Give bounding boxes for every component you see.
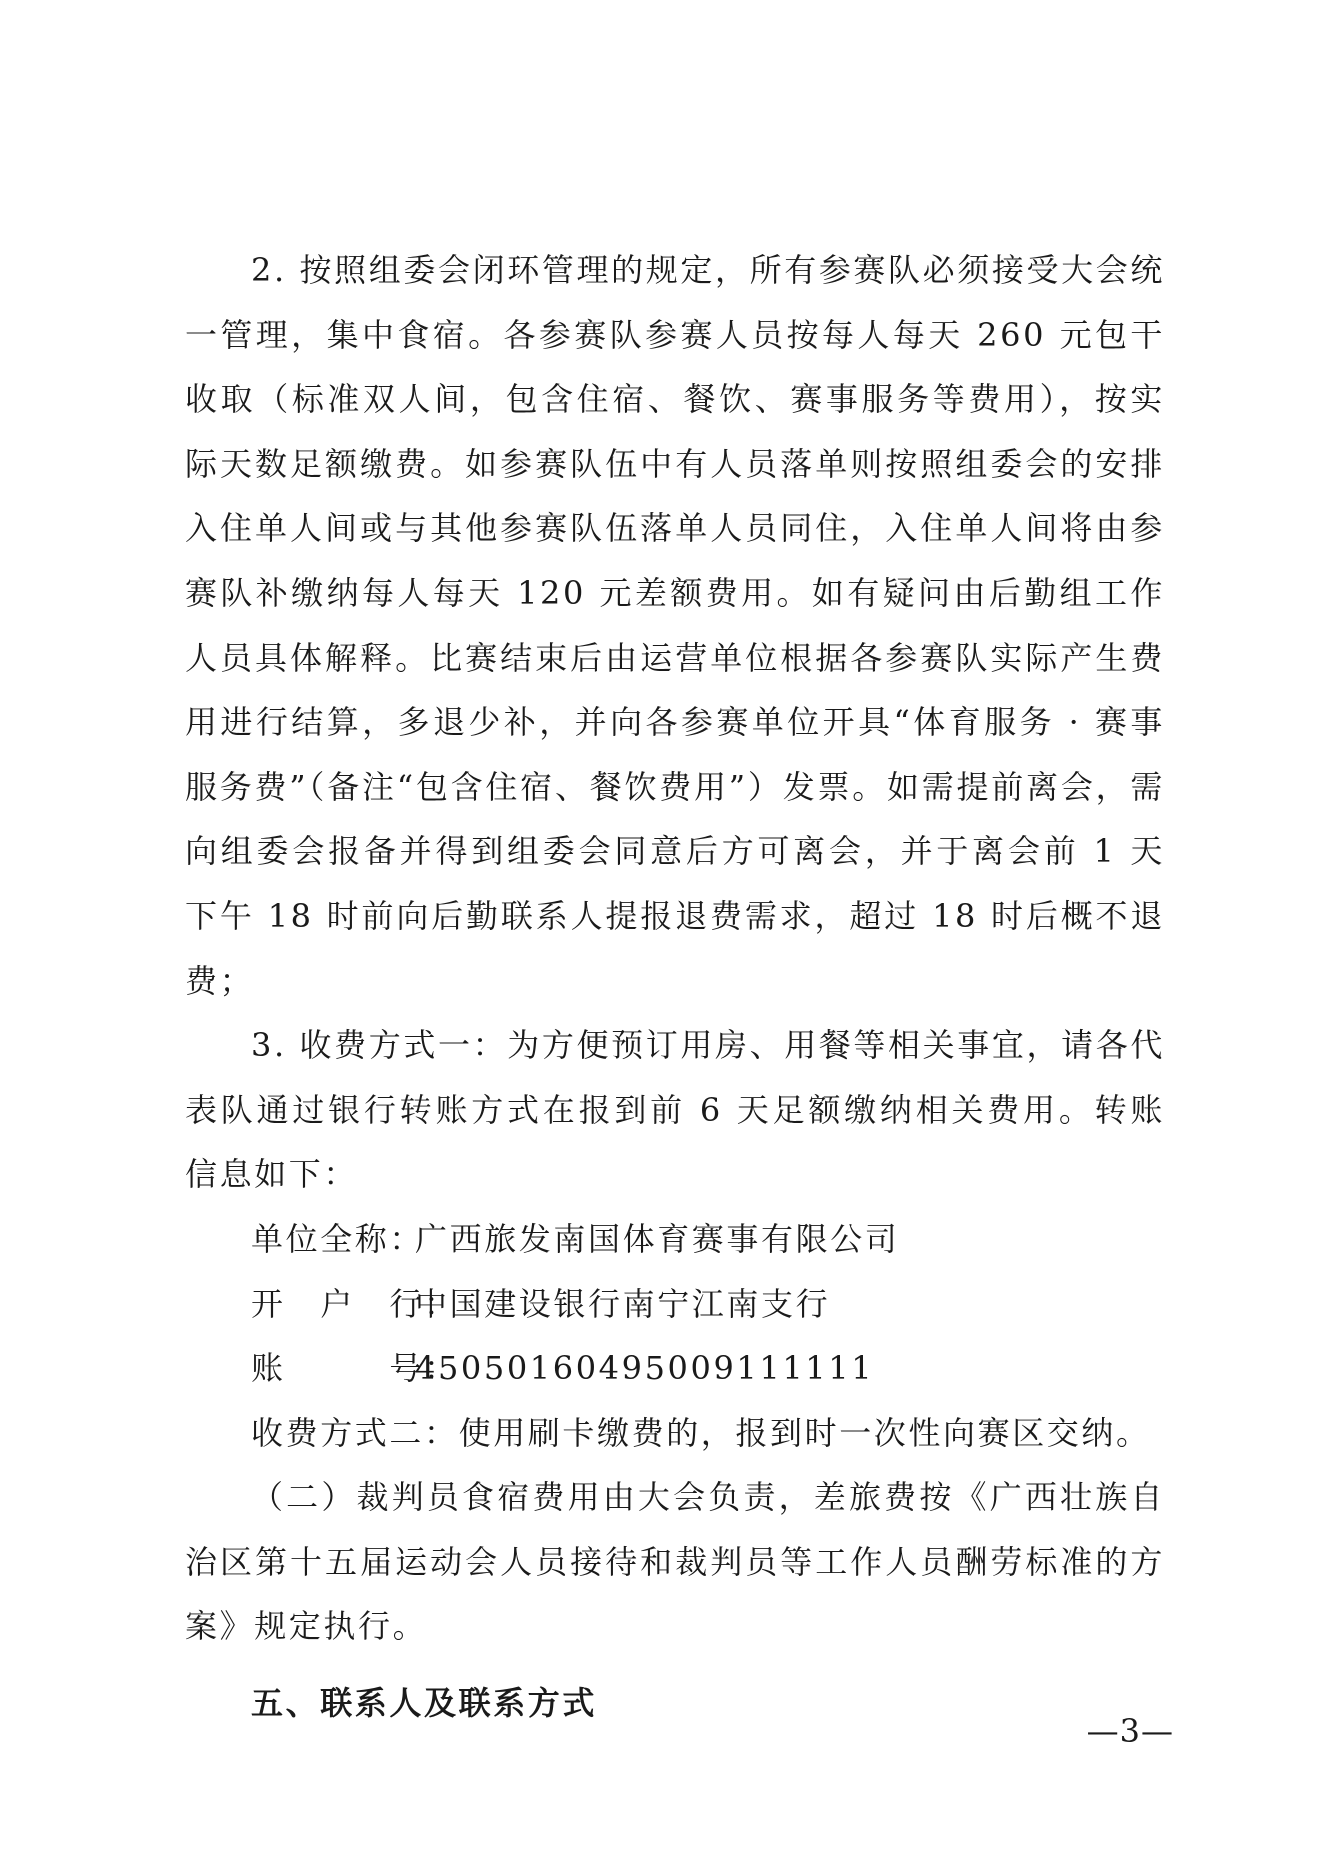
bank-info-company-row [185, 1207, 1165, 1272]
paragraph-referee-expenses: （二）裁判员食宿费用由大会负责，差旅费按《广西壮族自治区第十五届运动会人员接待和裁判员等工作人员酬劳标准的方案》规定执行。 [185, 1478, 1165, 1646]
company-value: 广西旅发南国体育赛事有限公司 [415, 1219, 900, 1258]
bank-value: 中国建设银行南宁江南支行 [415, 1284, 831, 1323]
paragraph-accommodation-rules: 2. 按照组委会闭环管理的规定，所有参赛队必须接受大会统一管理，集中食宿。各参赛队参赛人员按每人每天 260 元包干收取（标准双人间，包含住宿、餐饮、赛事服务等费用），按实际天数足额缴费。如参赛队伍中有人员落单则按照组委会的安排入住单人间或与其他参赛队伍落单人员同住，入住单人间将由参赛队补缴纳每人每天 120 元差额费用。如有疑问由后勤组工作人员具体解释。比赛结束后由运营单位根据各参赛队实际产生费用进行结算，多退少补，并向各参赛单位开具“体育服务 · 赛事服务费”（备注“包含住宿、餐饮费用”）发票。如需提前离会，需向组委会报备并得到组委会同意后方可离会，并于离会前 1 天下午 18 时前向后勤联系人提报退费需求，超过 18 时后概不退费； [185, 251, 1165, 1000]
bank-info-bank-row [185, 1272, 1165, 1337]
document-body [185, 238, 1165, 1736]
page-number: —3— [1086, 1712, 1174, 1750]
section-heading-contacts: 五、联系人及联系方式 [251, 1684, 598, 1723]
company-label: 单位全称： [251, 1219, 425, 1258]
bank-info-account-row [185, 1336, 1165, 1401]
bank-label: 开 户 行： [251, 1284, 459, 1323]
account-label: 账 号： [251, 1349, 459, 1388]
account-value: 45050160495009111111 [415, 1349, 875, 1388]
paragraph-payment-method-2: 收费方式二：使用刷卡缴费的，报到时一次性向赛区交纳。 [251, 1413, 1151, 1452]
paragraph-payment-method-1: 3. 收费方式一：为方便预订用房、用餐等相关事宜，请各代表队通过银行转账方式在报到前 6 天足额缴纳相关费用。转账信息如下： [185, 1026, 1165, 1194]
